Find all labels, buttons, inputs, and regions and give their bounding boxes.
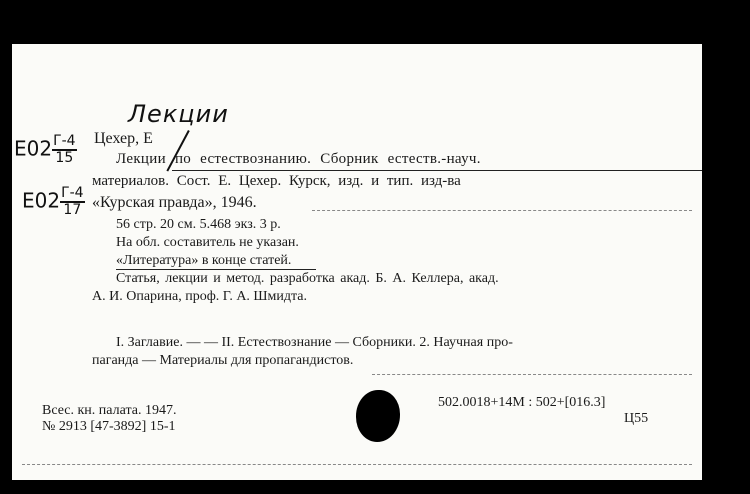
shelfmark-1-prefix: E02 [14,136,53,161]
note-literature: «Литература» в конце статей. [116,253,292,268]
shelfmark-1 [14,134,77,166]
shelfmark-2-num: Г-4 [61,185,84,201]
publication-line: материалов. Сост. Е. Цехер. Курск, изд. и тип. изд-ва [92,173,461,189]
pages-line: 56 стр. 20 см. 5.468 экз. 3 р. [116,217,281,232]
handwritten-title: Лекции [128,100,229,128]
shelfmark-1-num: Г-4 [53,133,76,149]
note-cover: На обл. составитель не указан. [116,235,299,250]
dotted-rule-2 [372,374,692,375]
ink-blot [356,390,400,442]
tracing-line-1: I. Заглавие. — — II. Естествознание — Сборники. 2. Научная про- [116,335,513,350]
dotted-rule-1 [312,210,692,211]
shelfmark-2 [22,186,85,218]
title-underline [172,170,702,171]
publisher-line: «Курская правда», 1946. [92,194,257,211]
shelfmark-2-prefix: E02 [22,188,61,213]
catalog-card [12,44,702,480]
author-line: Цехер, Е [94,130,153,147]
footer-chamber: Всес. кн. палата. 1947. [42,403,177,418]
note-contents-2: А. И. Опарина, проф. Г. А. Шмидта. [92,289,308,304]
title-line: Лекции по естествознанию. Сборник естеств.-науч. [116,151,481,167]
shelfmark-1-fraction [52,134,77,166]
dotted-rule-3 [22,464,692,465]
shelfmark-2-fraction [60,186,85,218]
footer-author-mark: Ц55 [624,411,649,426]
shelfmark-2-den: 17 [63,202,82,218]
tracing-line-2: паганда — Материалы для пропагандистов. [92,353,354,368]
note-contents-1: Статья, лекции и метод. разработка акад. Б. А. Келлера, акад. [116,271,499,286]
footer-number: № 2913 [47-3892] 15-1 [42,419,176,434]
shelfmark-1-den: 15 [55,150,74,166]
footer-classification: 502.0018+14М : 502+[016.3] [438,395,606,410]
